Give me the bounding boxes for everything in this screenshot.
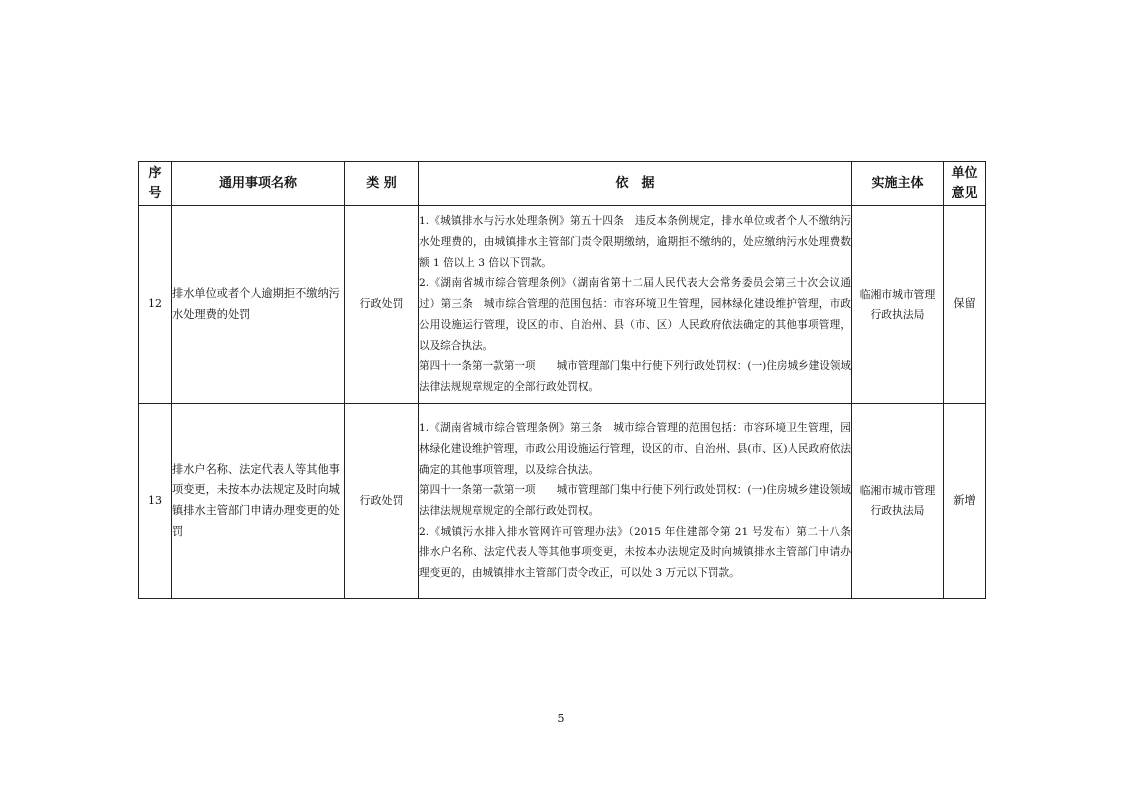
header-basis: 依 据 <box>419 162 852 206</box>
header-row <box>139 162 986 206</box>
basis-paragraph: 第四十一条第一款第一项 城市管理部门集中行使下列行政处罚权：(一)住房城乡建设领域法律法规规章规定的全部行政处罚权。 <box>419 484 852 517</box>
header-subject: 实施主体 <box>852 162 944 206</box>
table-row <box>139 404 986 599</box>
header-name: 通用事项名称 <box>172 162 345 206</box>
header-category: 类 别 <box>345 162 419 206</box>
row-opinion: 新增 <box>944 404 986 599</box>
row-category: 行政处罚 <box>345 404 419 599</box>
row-basis <box>419 206 852 404</box>
row-seq: 13 <box>139 404 172 599</box>
row-basis <box>419 404 862 599</box>
header-opinion-line2: 意见 <box>951 185 978 201</box>
subject-line1: 临湘市城市管理 <box>859 287 936 301</box>
row-subject <box>852 206 944 404</box>
row-opinion: 保留 <box>944 206 986 404</box>
basis-paragraph: 2.《湖南省城市综合管理条例》（湖南省第十二届人民代表大会常务委员会第三十次会议通过）第三条 城市综合管理的范围包括：市容环境卫生管理，园林绿化建设维护管理，市政公用设施运行管理，设区的市、自治州、县（市、区）人民政府依法确定的其他事项管理，以及综合执法。 <box>419 277 851 352</box>
subject-line2: 行政执法局 <box>870 504 925 517</box>
row-item-name: 排水户名称、法定代表人等其他事项变更，未按本办法规定及时向城镇排水主管部门申请办理变更的处罚 <box>172 404 345 599</box>
basis-paragraph: 2.《城镇污水排入排水管网许可管理办法》（2015 年住建部令第 21 号发布）第二十八条 排水户名称、法定代表人等其他事项变更，未按本办法规定及时向城镇排水主管部门申请办理变更的，由城镇排水主管部门责令改正，可以处 3 万元以下罚款。 <box>419 525 862 580</box>
items-table <box>138 161 986 599</box>
basis-paragraph: 第四十一条第一款第一项 城市管理部门集中行使下列行政处罚权：(一)住房城乡建设领域法律法规规章规定的全部行政处罚权。 <box>419 360 852 393</box>
row-item-name: 排水单位或者个人逾期拒不缴纳污水处理费的处罚 <box>172 206 345 404</box>
page-number: 5 <box>557 712 565 725</box>
basis-paragraph: 1.《城镇排水与污水处理条例》第五十四条 违反本条例规定，排水单位或者个人不缴纳污水处理费的，由城镇排水主管部门责令限期缴纳，逾期拒不缴纳的，处应缴纳污水处理费数额 1 倍以上 3 倍以下罚款。 <box>419 215 851 269</box>
table-row <box>139 206 986 404</box>
basis-paragraph: 1.《湖南省城市综合管理条例》第三条 城市综合管理的范围包括：市容环境卫生管理，园林绿化建设维护管理，市政公用设施运行管理，设区的市、自治州、县(市、区)人民政府依法确定的其他事项管理，以及综合执法。 <box>419 422 852 476</box>
subject-line2: 行政执法局 <box>870 307 925 321</box>
row-seq: 12 <box>139 206 172 404</box>
row-subject <box>852 404 944 599</box>
row-category: 行政处罚 <box>345 206 419 404</box>
header-seq-line2: 号 <box>148 185 162 201</box>
subject-line1: 临湘市城市管理 <box>859 484 936 497</box>
header-opinion-line1: 单位 <box>951 165 978 181</box>
header-seq-line1: 序 <box>148 165 162 181</box>
header-seq <box>139 162 172 206</box>
header-opinion <box>944 162 986 206</box>
